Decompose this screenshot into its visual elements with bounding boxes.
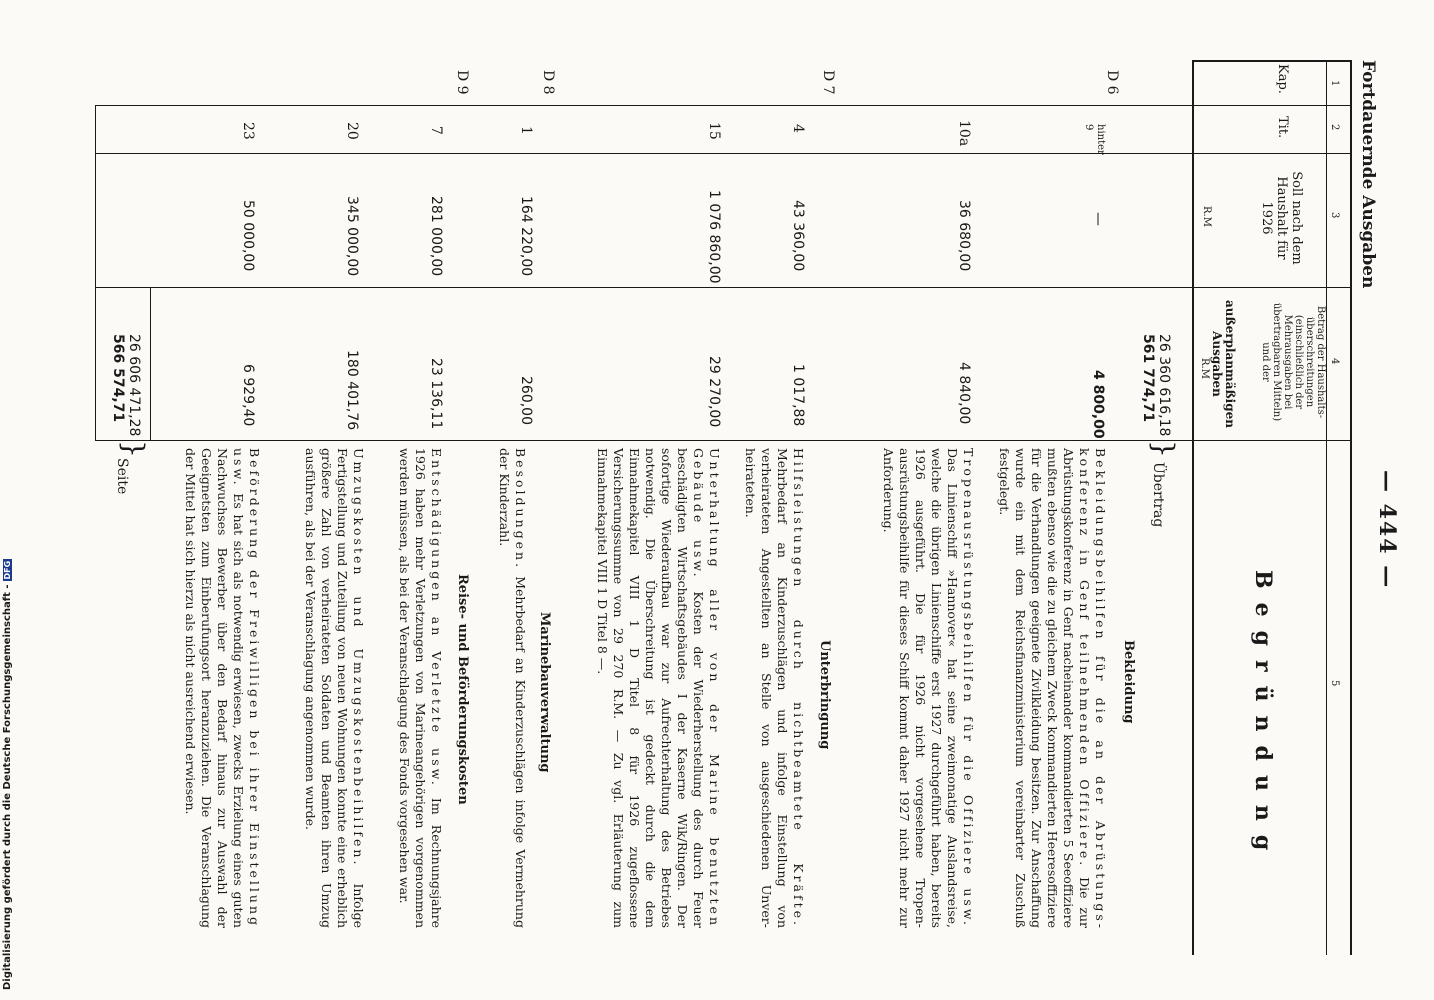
row-3-soll: 43 360,00 bbox=[790, 200, 806, 272]
row-8-betrag: 6 929,40 bbox=[240, 364, 256, 427]
row-6-betrag: 23 136,11 bbox=[428, 358, 444, 430]
text-8-body: Es hat sich als notwendig erwiesen, zwecks Erzielung eines guten Nachwuchses Bewerber über den Bedarf hinaus zur Auswahl der Geeignetsten zum Einberufungsort heranzuziehen. Die Veranschlagung der Mittel hat sich hierzu als nicht ausreichend erwiesen. bbox=[183, 448, 246, 928]
text-1-body: Die zur Abrüstungskonferenz in Genf nacheinander kommandierten 5 Seeoffiziere mußten ebenso wie die zu gleichem Zweck kommandierten Heeresoffiziere für die Verhandlungen geeignete Zivilkleidung besitzen. Zur Anschaffung wurde ein mit dem Reichsfinanzministerium vereinbarter Zuschuß festgelegt. bbox=[997, 448, 1092, 928]
text-4-body: Kosten der Wiederherstellung des durch Feuer beschädigten Wirtschaftsgebäudes I der Kaserne Wik/Ringen. Der sofortige Wiederaufbau war zur Aufrechterhaltung des Betriebes notwendig. Die Überschreitung ist gedeckt durch die dem Einnahmekapitel VIII 1 D Titel 8 für 1926 zugeflossene Versicherungssumme von 29 270 R.M. — Zu vgl. Erläuterung zum Einnahmekapitel VIII 1 D Titel 8 —. bbox=[595, 448, 706, 928]
row-1-tit: hinter 9 bbox=[1083, 124, 1106, 155]
row-4-soll: 1 076 860,00 bbox=[706, 190, 722, 284]
row-7-tit: 20 bbox=[344, 122, 360, 140]
row-6-tit: 7 bbox=[428, 126, 444, 135]
header-begruendung: Begründung bbox=[1250, 570, 1276, 865]
kap-d6: D 6 bbox=[1104, 70, 1120, 95]
text-6-head: Entschädigungen an Verletzte usw. bbox=[429, 448, 444, 788]
total-value-2: 566 574,71 bbox=[110, 334, 126, 423]
header-betrag: Betrag der Haushaltsüberschreitungen (einschließlich der Mehrausgaben bei übertragbaren Mitteln) und der bbox=[1260, 302, 1326, 422]
text-1 bbox=[996, 448, 1108, 928]
row-6-soll: 281 000,00 bbox=[428, 196, 444, 277]
row-7-betrag: 180 401,76 bbox=[344, 350, 360, 431]
text-6-body: Im Rechnungsjahre 1926 haben mehr Verletzungen von Marineangehörigen vorgenommen werden müssen, als bei der Veranschlagung des Fonds vorgesehen war. bbox=[397, 448, 444, 928]
table-rule-header bbox=[1192, 60, 1194, 955]
section-marinebauverwaltung: Marinebauverwaltung bbox=[537, 612, 552, 773]
uebertrag-rule bbox=[1192, 287, 1193, 440]
text-3-head: Hilfsleistungen durch nichtbeamtete Kräfte. bbox=[791, 448, 806, 928]
row-2-soll: 36 680,00 bbox=[956, 200, 972, 272]
col-rule-1 bbox=[95, 105, 1350, 106]
text-8 bbox=[182, 448, 262, 928]
section-reise: Reise- und Beförderungskosten bbox=[455, 574, 470, 805]
col-rule-2 bbox=[95, 153, 1350, 154]
text-3 bbox=[742, 448, 806, 928]
row-4-tit: 15 bbox=[706, 122, 722, 140]
header-soll-unit: R.M bbox=[1201, 206, 1212, 227]
text-7-head: Umzugskosten und Umzugskostenbeihilfen. bbox=[351, 448, 366, 868]
total-label: Seite bbox=[114, 458, 130, 495]
text-3-body: Mehrbedarf an Kinderzuschlägen und infolge Einstellung von verheirateten Angestellten an Stelle von ausgeschiedenen Unverheirateten. bbox=[743, 448, 790, 928]
text-4-head: Unterhaltung aller von der Marine benutzten Gebäude usw. bbox=[691, 448, 722, 928]
uebertrag-value-2: 561 774,71 bbox=[1140, 334, 1156, 423]
text-5 bbox=[496, 448, 528, 928]
text-7-body: Infolge Fertigstellung und Zuteilung von neuen Wohnungen konnte eine erheblich größere Zahl von verheirateten Soldaten und Beamten ihren Umzug ausführen, als bei der Veranschlagung angenommen wurde. bbox=[303, 448, 366, 928]
row-4-betrag: 29 270,00 bbox=[706, 356, 722, 428]
text-5-body: Mehrbedarf an Kinderzuschlägen infolge Vermehrung der Kinderzahl. bbox=[497, 448, 528, 928]
header-betrag-bold: außerplanmäßigen Ausgaben bbox=[1210, 300, 1237, 428]
row-1-soll: — bbox=[1090, 212, 1106, 226]
text-2 bbox=[880, 448, 976, 928]
row-3-tit: 4 bbox=[790, 124, 806, 133]
page-number: — 444 — bbox=[1374, 470, 1400, 590]
col-number-5: 5 bbox=[1329, 680, 1340, 687]
table-rule-colnums bbox=[1326, 60, 1327, 955]
text-5-head: Besoldungen. bbox=[513, 448, 528, 571]
row-2-tit: 10a bbox=[956, 120, 972, 147]
text-7 bbox=[302, 448, 366, 928]
text-8-head: Beförderung der Freiwilligen bei ihrer Einstellung usw. bbox=[231, 448, 262, 928]
total-brace: } bbox=[117, 440, 150, 458]
text-4 bbox=[594, 448, 722, 928]
header-tit: Tit. bbox=[1275, 116, 1290, 139]
row-7-soll: 345 000,00 bbox=[344, 196, 360, 277]
row-5-betrag: 260,00 bbox=[518, 376, 534, 425]
kap-d8: D 8 bbox=[540, 70, 556, 95]
table-rule-outer bbox=[1350, 60, 1352, 955]
uebertrag-brace: } bbox=[1147, 440, 1180, 458]
row-5-tit: 1 bbox=[518, 126, 534, 135]
header-soll: Soll nach dem Haushalt für 1926 bbox=[1259, 171, 1304, 265]
uebertrag-value-1: 26 360 616,18 bbox=[1156, 334, 1172, 437]
col-number-4: 4 bbox=[1329, 358, 1340, 365]
row-1-betrag: 4 800,00 bbox=[1090, 370, 1106, 439]
col-number-3: 3 bbox=[1329, 212, 1340, 219]
row-8-soll: 50 000,00 bbox=[240, 200, 256, 272]
total-value-1: 26 606 471,28 bbox=[126, 334, 142, 437]
footer-text: Digitalisierung gefördert durch die Deutsche Forschungsgemeinschaft - bbox=[2, 584, 13, 990]
row-8-tit: 23 bbox=[240, 122, 256, 140]
text-2-body: Das Linienschiff »Hannover« hat seine zweimonatige Auslandsreise, welche die übrigen Linienschiffe erst 1927 durchgeführt haben, bereits 1926 ausgeführt. Die für 1926 nicht vorgesehene Tropenausrüstungsbeihilfe für dieses Schiff kommt daher 1927 nicht mehr zur Anforderung. bbox=[881, 448, 960, 928]
text-2-head: Tropenausrüstungsbeihilfen für die Offiziere usw. bbox=[961, 448, 976, 928]
digitization-footer bbox=[2, 559, 13, 990]
page-header: Fortdauernde Ausgaben bbox=[1358, 60, 1378, 289]
bottom-rule bbox=[95, 105, 96, 440]
uebertrag-label: Übertrag bbox=[1150, 462, 1166, 528]
header-betrag-unit: R.M bbox=[1199, 358, 1210, 379]
kap-d7: D 7 bbox=[820, 70, 836, 95]
col-rule-3 bbox=[95, 287, 1350, 288]
sum-rule bbox=[150, 287, 151, 440]
row-3-betrag: 1 017,88 bbox=[790, 364, 806, 427]
col-number-1: 1 bbox=[1329, 80, 1340, 87]
header-kap: Kap. bbox=[1275, 64, 1290, 94]
col-number-2: 2 bbox=[1329, 124, 1340, 131]
row-2-betrag: 4 840,00 bbox=[956, 362, 972, 425]
text-6 bbox=[396, 448, 444, 928]
section-bekleidung: Bekleidung bbox=[1121, 640, 1136, 724]
section-unterbringung: Unterbringung bbox=[817, 640, 832, 750]
row-5-soll: 164 220,00 bbox=[518, 196, 534, 277]
text-1-head: Bekleidungsbeihilfen für die an der Abrüstungskonferenz in Genf teilnehmenden Offiziere. bbox=[1077, 448, 1108, 928]
dfg-logo: DFG bbox=[3, 560, 12, 580]
kap-d9: D 9 bbox=[454, 70, 470, 95]
